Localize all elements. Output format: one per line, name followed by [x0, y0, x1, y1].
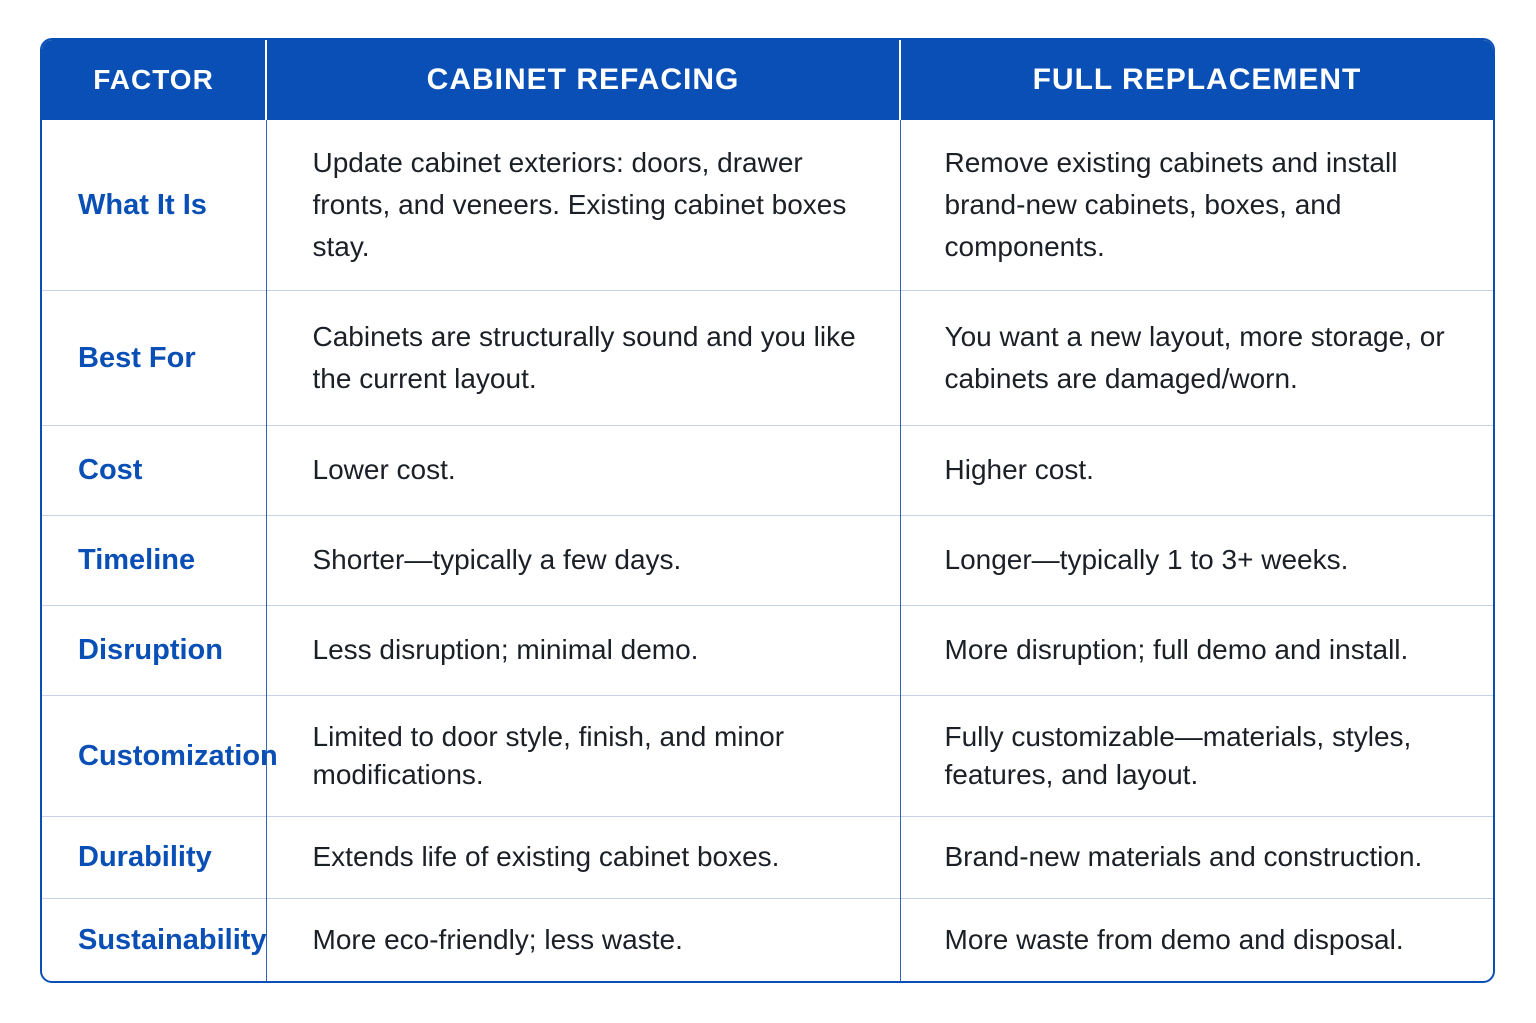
header-full-replacement: FULL REPLACEMENT: [900, 40, 1493, 120]
refacing-cell: Shorter—typically a few days.: [266, 515, 900, 605]
refacing-cell: Lower cost.: [266, 425, 900, 515]
factor-cell: Customization: [42, 695, 266, 816]
factor-cell: Cost: [42, 425, 266, 515]
replacement-cell: Higher cost.: [900, 425, 1493, 515]
factor-cell: What It Is: [42, 120, 266, 290]
refacing-cell: Extends life of existing cabinet boxes.: [266, 816, 900, 898]
header-factor: FACTOR: [42, 40, 266, 120]
table-row: [42, 515, 1493, 605]
comparison-table: [42, 40, 1493, 981]
table-row: [42, 816, 1493, 898]
refacing-cell: Cabinets are structurally sound and you like the current layout.: [266, 290, 900, 425]
refacing-cell: Update cabinet exteriors: doors, drawer fronts, and veneers. Existing cabinet boxes stay.: [266, 120, 900, 290]
replacement-cell: More disruption; full demo and install.: [900, 605, 1493, 695]
table-row: [42, 898, 1493, 981]
factor-cell: Sustainability: [42, 898, 266, 981]
replacement-cell: Fully customizable—materials, styles, features, and layout.: [900, 695, 1493, 816]
replacement-cell: Longer—typically 1 to 3+ weeks.: [900, 515, 1493, 605]
factor-cell: Durability: [42, 816, 266, 898]
replacement-cell: Brand-new materials and construction.: [900, 816, 1493, 898]
table-row: [42, 425, 1493, 515]
header-row: [42, 40, 1493, 120]
table-row: [42, 290, 1493, 425]
table-row: [42, 605, 1493, 695]
factor-cell: Timeline: [42, 515, 266, 605]
table-row: [42, 120, 1493, 290]
factor-cell: Best For: [42, 290, 266, 425]
table-row: [42, 695, 1493, 816]
replacement-cell: You want a new layout, more storage, or cabinets are damaged/worn.: [900, 290, 1493, 425]
refacing-cell: More eco-friendly; less waste.: [266, 898, 900, 981]
header-cabinet-refacing: CABINET REFACING: [266, 40, 900, 120]
refacing-cell: Less disruption; minimal demo.: [266, 605, 900, 695]
comparison-table-container: [40, 38, 1495, 983]
factor-cell: Disruption: [42, 605, 266, 695]
replacement-cell: More waste from demo and disposal.: [900, 898, 1493, 981]
replacement-cell: Remove existing cabinets and install brand-new cabinets, boxes, and components.: [944, 146, 1398, 262]
refacing-cell: Limited to door style, finish, and minor modifications.: [266, 695, 900, 816]
